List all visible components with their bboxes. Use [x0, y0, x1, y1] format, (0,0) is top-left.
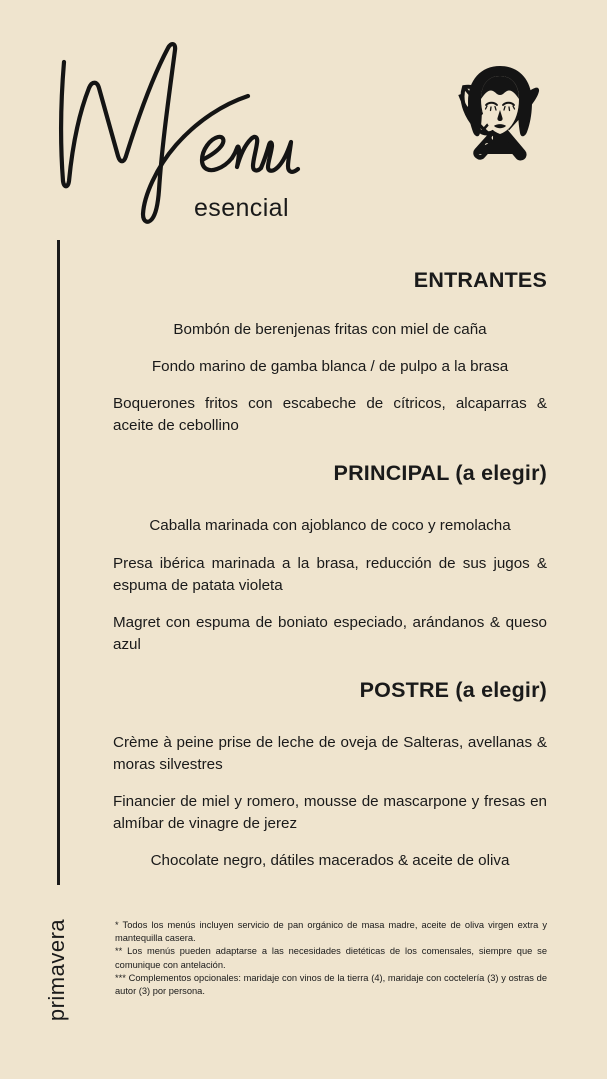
footnote: *** Complementos opcionales: maridaje con vinos de la tierra (4), maridaje con coctelería (3) y ostras de autor (3) por persona.	[115, 972, 547, 997]
section-title: PRINCIPAL (a elegir)	[333, 461, 547, 486]
menu-item: Presa ibérica marinada a la brasa, reducción de sus jugos & espuma de patata violeta	[113, 554, 547, 594]
section-items	[113, 319, 547, 437]
menu-sections	[113, 268, 547, 887]
menu-item: Boquerones fritos con escabeche de cítricos, alcaparras & aceite de cebollino	[113, 395, 547, 435]
menu-item: Financier de miel y romero, mousse de mascarpone y fresas en almíbar de vinagre de jerez	[113, 792, 547, 832]
footnote: ** Los menús pueden adaptarse a las necesidades dietéticas de los comensales, siempre que se comunique con antelación.	[115, 946, 547, 970]
menu-item: Bombón de berenjenas fritas con miel de caña	[173, 321, 487, 338]
menu-subtitle: esencial	[194, 194, 289, 222]
season-label: primavera	[44, 918, 69, 1022]
menu-item: Fondo marino de gamba blanca / de pulpo a la brasa	[151, 358, 509, 376]
menu-item: Chocolate negro, dátiles macerados & aceite de oliva	[150, 852, 510, 870]
menu-item: Caballa marinada con ajoblanco de coco y remolacha	[149, 517, 511, 535]
menu-item: Magret con espuma de boniato especiado, arándanos & queso azul	[113, 613, 547, 653]
menu-section-entrantes	[113, 268, 547, 437]
chef-face-knife-whisk-logo	[437, 58, 563, 184]
section-items	[113, 732, 547, 872]
section-items	[113, 515, 547, 655]
menu-section-postre	[113, 678, 547, 872]
menu-footnotes	[115, 919, 547, 998]
menu-item: Crème à peine prise de leche de oveja de Salteras, avellanas & moras silvestres	[113, 733, 547, 773]
menu-header	[0, 0, 607, 240]
section-title: ENTRANTES	[413, 268, 547, 292]
footnote: * Todos los menús incluyen servicio de pan orgánico de masa madre, aceite de oliva virgen extra y mantequilla casera.	[115, 920, 547, 944]
menu-section-principal	[113, 461, 547, 655]
vertical-divider	[57, 240, 60, 885]
section-title: POSTRE (a elegir)	[359, 677, 547, 702]
